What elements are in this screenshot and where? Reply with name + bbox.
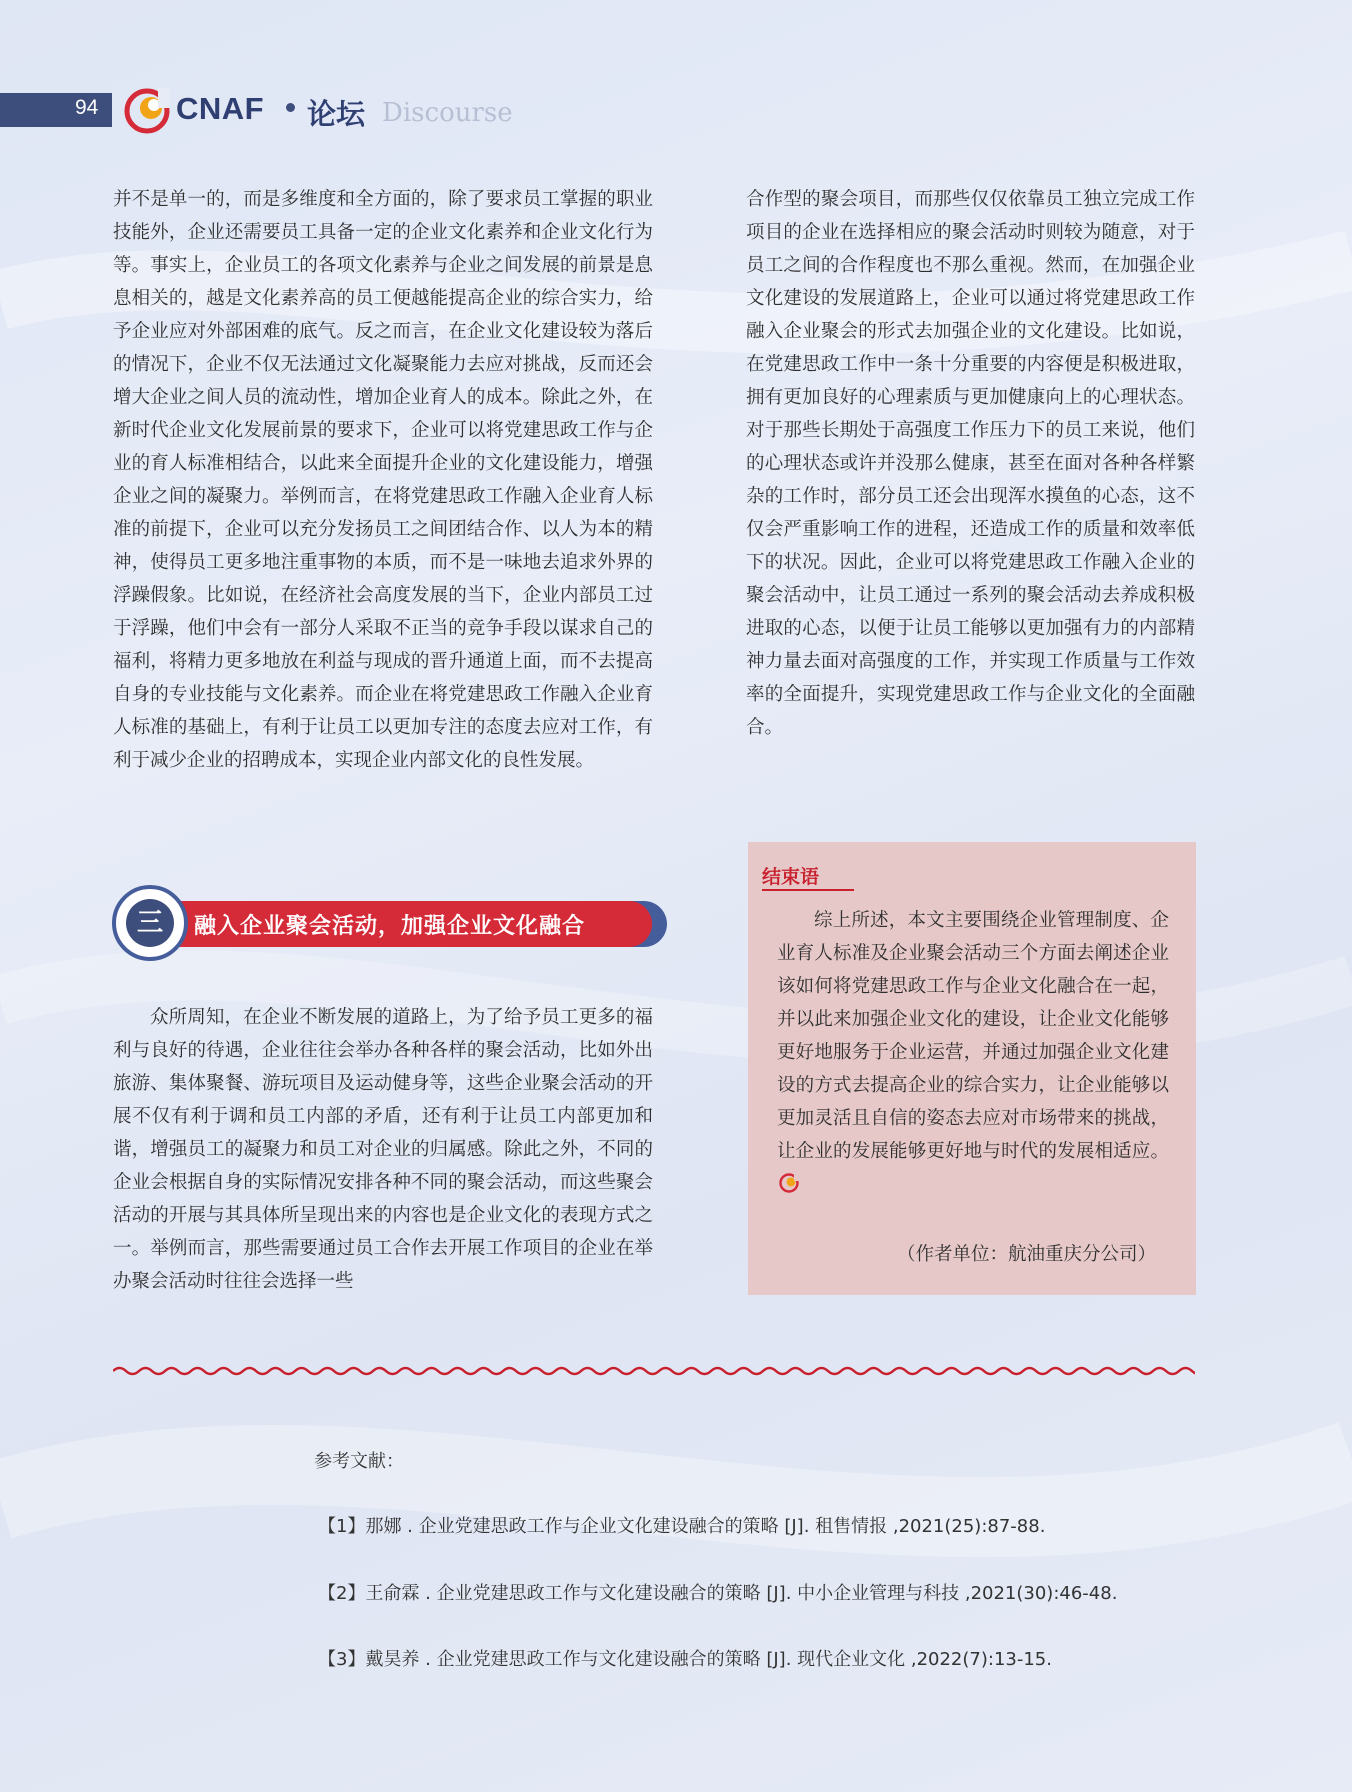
cnaf-logo-icon (124, 88, 170, 134)
page-number: 94 (75, 96, 99, 119)
references-title: 参考文献： (314, 1451, 404, 1472)
section-number-badge: 三 (126, 899, 174, 947)
wavy-divider (113, 1360, 1195, 1382)
end-mark-logo-icon (779, 1173, 799, 1193)
body-paragraph: 众所周知，在企业不断发展的道路上，为了给予员工更多的福利与良好的待遇，企业往往会举办各种各样的聚会活动，比如外出旅游、集体聚餐、游玩项目及运动健身等，这些企业聚会活动的开展不仅有利于调和员工内部的矛盾，还有利于让员工内部更加和谐，增强员工的凝聚力和员工对企业的归属感。除此之外，不同的企业会根据自身的实际情况安排各种不同的聚会活动，而这些聚会活动的开展与其具体所呈现出来的内容也是企业文化的表现方式之一。举例而言，那些需要通过员工合作去开展工作项目的企业在举办聚会活动时往往会选择一些 (113, 1007, 653, 1292)
reference-item: 【3】戴昊养 . 企业党建思政工作与文化建设融合的策略 [J]. 现代企业文化 ,2022(7):13-15. (318, 1649, 1052, 1670)
body-paragraph: 并不是单一的，而是多维度和全方面的，除了要求员工掌握的职业技能外，企业还需要员工具备一定的企业文化素养和企业文化行为等。事实上，企业员工的各项文化素养与企业之间发展的前景是息息相关的，越是文化素养高的员工便越能提高企业的综合实力，给予企业应对外部困难的底气。反之而言，在企业文化建设较为落后的情况下，企业不仅无法通过文化凝聚能力去应对挑战，反而还会增大企业之间人员的流动性，增加企业育人的成本。除此之外，在新时代企业文化发展前景的要求下，企业可以将党建思政工作与企业的育人标准相结合，以此来全面提升企业的文化建设能力，增强企业之间的凝聚力。举例而言，在将党建思政工作融入企业育人标准的前提下，企业可以充分发扬员工之间团结合作、以人为本的精神，使得员工更多地注重事物的本质，而不是一味地去追求外界的浮躁假象。比如说，在经济社会高度发展的当下，企业内部员工过于浮躁，他们中会有一部分人采取不正当的竞争手段以谋求自己的福利，将精力更多地放在利益与现成的晋升通道上面，而不去提高自身的专业技能与文化素养。而企业在将党建思政工作融入企业育人标准的基础上，有利于让员工以更加专注的态度去应对工作，有利于减少企业的招聘成本，实现企业内部文化的良性发展。 (113, 189, 653, 771)
reference-item: 【2】王俞霖 . 企业党建思政工作与文化建设融合的策略 [J]. 中小企业管理与科技 ,2021(30):46-48. (318, 1583, 1118, 1604)
body-paragraph: 合作型的聚会项目，而那些仅仅依靠员工独立完成工作项目的企业在选择相应的聚会活动时则较为随意，对于员工之间的合作程度也不那么重视。然而，在加强企业文化建设的发展道路上，企业可以通过将党建思政工作融入企业聚会的形式去加强企业的文化建设。比如说，在党建思政工作中一条十分重要的内容便是积极进取，拥有更加良好的心理素质与更加健康向上的心理状态。对于那些长期处于高强度工作压力下的员工来说，他们的心理状态或许并没那么健康，甚至在面对各种各样繁杂的工作时，部分员工还会出现浑水摸鱼的心态，这不仅会严重影响工作的进程，还造成工作的质量和效率低下的状况。因此，企业可以将党建思政工作融入企业的聚会活动中，让员工通过一系列的聚会活动去养成积极进取的心态，以便于让员工能够以更加强有力的内部精神力量去面对高强度的工作，并实现工作质量与工作效率的全面提升，实现党建思政工作与企业文化的全面融合。 (746, 189, 1195, 738)
section-title: 融入企业聚会活动，加强企业文化融合 (194, 914, 586, 939)
section-name-en: Discourse (382, 98, 513, 128)
author-affiliation: （作者单位：航油重庆分公司） (896, 1244, 1156, 1265)
conclusion-title-underline (762, 889, 854, 891)
conclusion-text (777, 904, 1169, 1201)
reference-item: 【1】那娜 . 企业党建思政工作与企业文化建设融合的策略 [J]. 租售情报 ,2021(25):87-88. (318, 1516, 1046, 1537)
brand-separator-dot (286, 103, 295, 112)
conclusion-title: 结束语 (762, 866, 820, 888)
left-column-top (113, 183, 653, 777)
right-column-top (746, 183, 1195, 744)
section-name-cn: 论坛 (307, 97, 366, 131)
brand-name: CNAF (176, 91, 265, 126)
left-column-bottom (113, 1001, 653, 1298)
section-heading (112, 885, 667, 963)
conclusion-paragraph: 综上所述，本文主要围绕企业管理制度、企业育人标准及企业聚会活动三个方面去阐述企业该如何将党建思政工作与企业文化融合在一起，并以此来加强企业文化的建设，让企业文化能够更好地服务于企业运营，并通过加强企业文化建设的方式去提高企业的综合实力，让企业能够以更加灵活且自信的姿态去应对市场带来的挑战，让企业的发展能够更好地与时代的发展相适应。 (777, 910, 1169, 1162)
conclusion-box (748, 842, 1196, 1295)
